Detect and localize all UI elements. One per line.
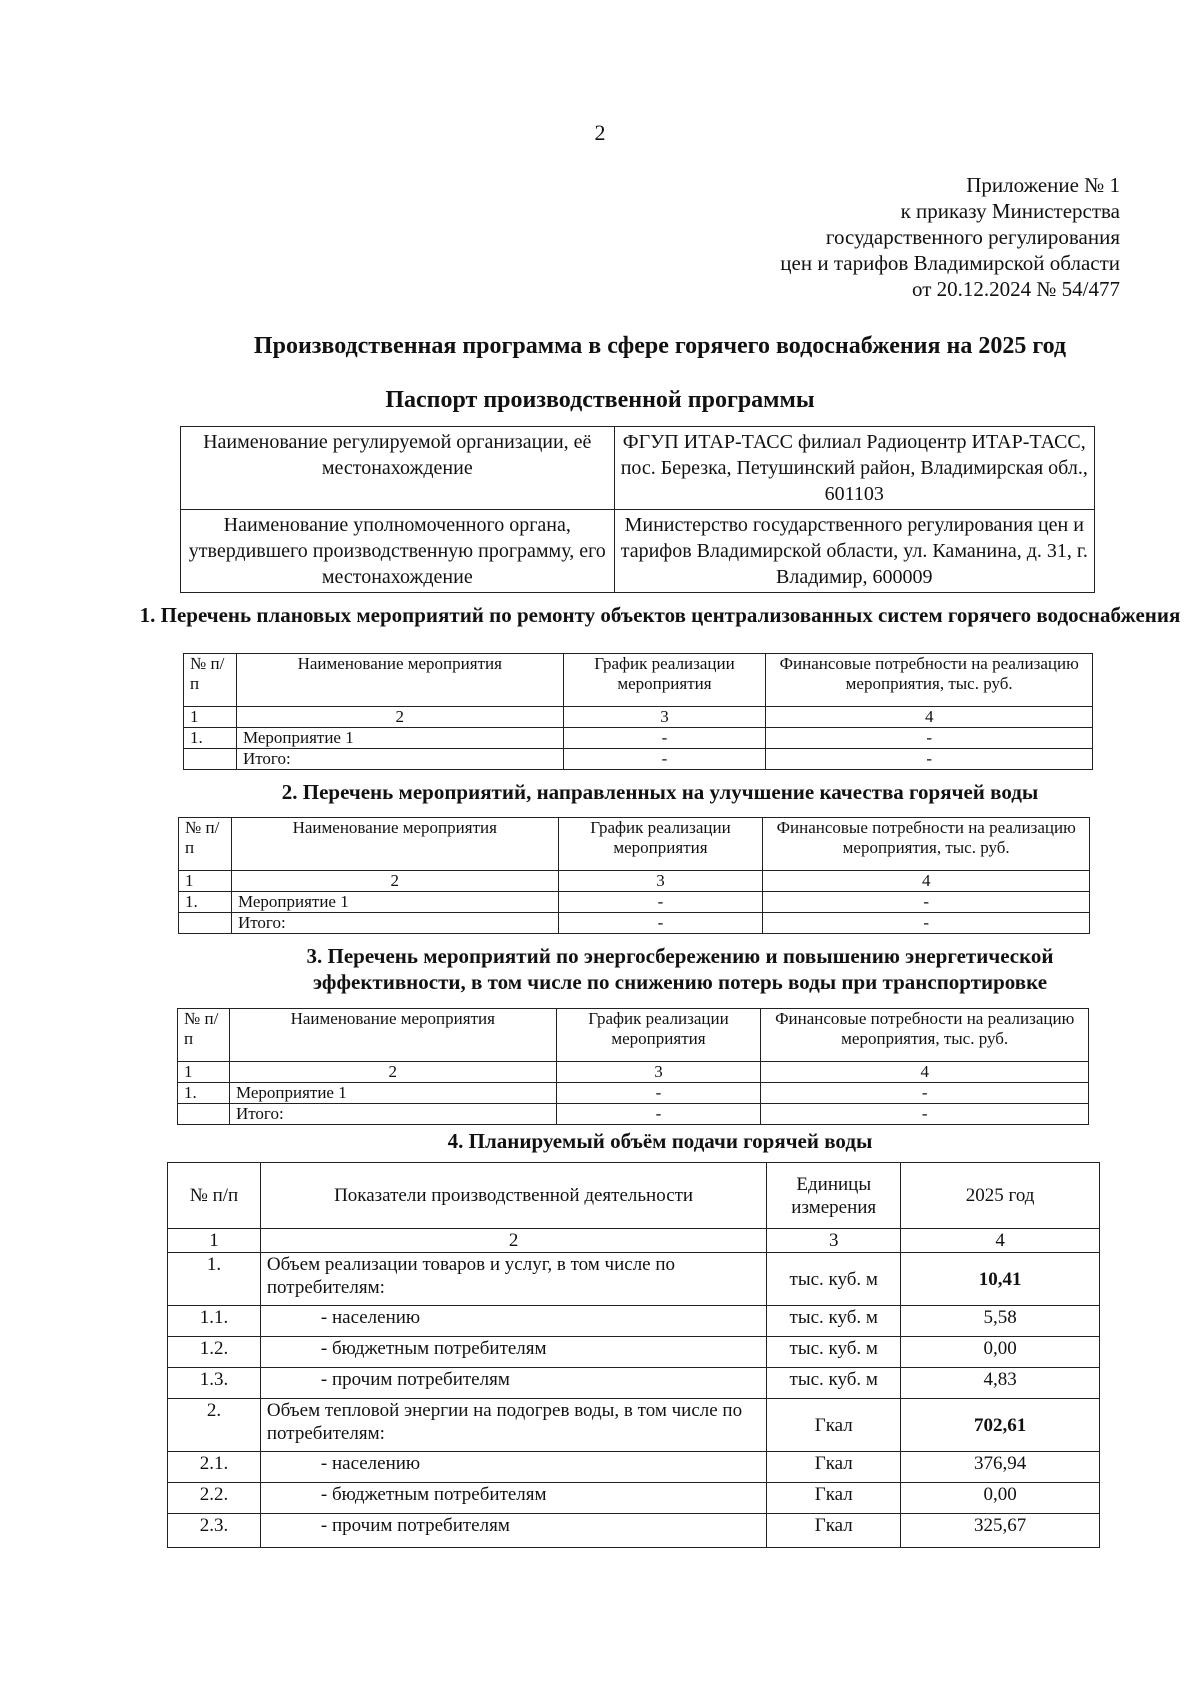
row-num: 1.1. bbox=[168, 1306, 261, 1337]
header-num: № п/п bbox=[178, 1009, 230, 1062]
row-num: 1.3. bbox=[168, 1368, 261, 1399]
row-finance: - bbox=[763, 892, 1090, 913]
table-row bbox=[184, 707, 1093, 728]
row-indicator: - прочим потребителям bbox=[260, 1514, 766, 1548]
header-name: Наименование мероприятия bbox=[229, 1009, 556, 1062]
row-finance: - bbox=[766, 728, 1093, 749]
row-num: 1.2. bbox=[168, 1337, 261, 1368]
row-num: 1. bbox=[168, 1253, 261, 1306]
header-finance: Финансовые потребности на реализацию мероприятия, тыс. руб. bbox=[766, 654, 1093, 707]
table-row bbox=[179, 892, 1090, 913]
row-num: 2. bbox=[168, 1399, 261, 1452]
total-finance: - bbox=[761, 1104, 1089, 1125]
section-2-title: 2. Перечень мероприятий, направленных на улучшение качества горячей воды bbox=[281, 780, 1039, 804]
table-row bbox=[181, 427, 1095, 510]
table-header-row bbox=[168, 1163, 1100, 1229]
col-number: 2 bbox=[229, 1062, 556, 1083]
passport-title: Паспорт производственной программы bbox=[385, 387, 815, 413]
document-title: Производственная программа в сфере горячего водоснабжения на 2025 год bbox=[253, 333, 1067, 359]
row-indicator: - бюджетным потребителям bbox=[260, 1337, 766, 1368]
header-name: Наименование мероприятия bbox=[236, 654, 563, 707]
header-schedule: График реализации мероприятия bbox=[556, 1009, 761, 1062]
table-row bbox=[181, 510, 1095, 593]
row-schedule: - bbox=[556, 1083, 761, 1104]
appendix-block bbox=[700, 172, 1120, 302]
table-row bbox=[184, 749, 1093, 770]
col-number: 1 bbox=[168, 1229, 261, 1253]
col-number: 1 bbox=[178, 1062, 230, 1083]
header-year: 2025 год bbox=[901, 1163, 1100, 1229]
table-header-row bbox=[179, 818, 1090, 871]
row-value: 702,61 bbox=[901, 1399, 1100, 1452]
total-schedule: - bbox=[556, 1104, 761, 1125]
row-indicator: - населению bbox=[260, 1306, 766, 1337]
col-number: 2 bbox=[236, 707, 563, 728]
section-1-table bbox=[183, 653, 1093, 770]
row-name: Мероприятие 1 bbox=[229, 1083, 556, 1104]
header-num: № п/п bbox=[179, 818, 232, 871]
row-value: 325,67 bbox=[901, 1514, 1100, 1548]
row-num: 2.1. bbox=[168, 1452, 261, 1483]
appendix-line: цен и тарифов Владимирской области bbox=[780, 251, 1120, 275]
col-number: 4 bbox=[901, 1229, 1100, 1253]
col-number: 2 bbox=[260, 1229, 766, 1253]
row-value: 5,58 bbox=[901, 1306, 1100, 1337]
header-unit: Единицы измерения bbox=[767, 1163, 901, 1229]
row-schedule: - bbox=[563, 728, 766, 749]
table-header-row bbox=[178, 1009, 1089, 1062]
section-4-title: 4. Планируемый объём подачи горячей воды bbox=[447, 1129, 873, 1153]
page-number: 2 bbox=[594, 120, 606, 145]
total-label: Итого: bbox=[231, 913, 558, 934]
col-number: 3 bbox=[563, 707, 766, 728]
col-number: 3 bbox=[556, 1062, 761, 1083]
row-unit: тыс. куб. м bbox=[767, 1337, 901, 1368]
section-3-title: 3. Перечень мероприятий по энергосбережению и повышению энергетической эффективности, в том числе по снижению потерь воды при транспортировке bbox=[306, 944, 1054, 994]
row-value: 376,94 bbox=[901, 1452, 1100, 1483]
section-2-table bbox=[178, 817, 1090, 934]
section-3-table bbox=[177, 1008, 1089, 1125]
row-name: Мероприятие 1 bbox=[231, 892, 558, 913]
total-label: Итого: bbox=[229, 1104, 556, 1125]
row-indicator: - населению bbox=[260, 1452, 766, 1483]
row-unit: Гкал bbox=[767, 1483, 901, 1514]
row-num: 2.2. bbox=[168, 1483, 261, 1514]
row-finance: - bbox=[761, 1083, 1089, 1104]
passport-label: Наименование уполномоченного органа, утвердившего производственную программу, его местонахождение bbox=[181, 510, 615, 593]
passport-value: Министерство государственного регулирования цен и тарифов Владимирской области, ул. Каманина, д. 31, г. Владимир, 600009 bbox=[614, 510, 1094, 593]
passport-value: ФГУП ИТАР-ТАСС филиал Радиоцентр ИТАР-ТАСС, пос. Березка, Петушинский район, Владимирская обл., 601103 bbox=[614, 427, 1094, 510]
row-indicator: Объем реализации товаров и услуг, в том числе по потребителям: bbox=[260, 1253, 766, 1306]
row-unit: тыс. куб. м bbox=[767, 1306, 901, 1337]
header-indicator: Показатели производственной деятельности bbox=[260, 1163, 766, 1229]
row-unit: Гкал bbox=[767, 1514, 901, 1548]
table-row bbox=[168, 1337, 1100, 1368]
row-unit: Гкал bbox=[767, 1452, 901, 1483]
header-num: № п/п bbox=[168, 1163, 261, 1229]
row-unit: тыс. куб. м bbox=[767, 1253, 901, 1306]
row-name: Мероприятие 1 bbox=[236, 728, 563, 749]
col-number: 3 bbox=[767, 1229, 901, 1253]
row-num: 1. bbox=[179, 892, 232, 913]
volume-table bbox=[167, 1162, 1100, 1548]
table-header-row bbox=[184, 654, 1093, 707]
table-row bbox=[179, 913, 1090, 934]
table-row bbox=[178, 1104, 1089, 1125]
row-indicator: - бюджетным потребителям bbox=[260, 1483, 766, 1514]
appendix-line: к приказу Министерства bbox=[900, 199, 1120, 223]
appendix-line: Приложение № 1 bbox=[966, 173, 1120, 197]
row-unit: тыс. куб. м bbox=[767, 1368, 901, 1399]
appendix-line: государственного регулирования bbox=[825, 225, 1120, 249]
col-number: 4 bbox=[766, 707, 1093, 728]
header-finance: Финансовые потребности на реализацию мероприятия, тыс. руб. bbox=[761, 1009, 1089, 1062]
total-schedule: - bbox=[563, 749, 766, 770]
table-row bbox=[168, 1253, 1100, 1306]
col-number: 2 bbox=[231, 871, 558, 892]
row-value: 0,00 bbox=[901, 1483, 1100, 1514]
table-row bbox=[178, 1062, 1089, 1083]
passport-label: Наименование регулируемой организации, её местонахождение bbox=[181, 427, 615, 510]
row-value: 4,83 bbox=[901, 1368, 1100, 1399]
row-indicator: Объем тепловой энергии на подогрев воды, в том числе по потребителям: bbox=[260, 1399, 766, 1452]
header-num: № п/п bbox=[184, 654, 237, 707]
col-number: 1 bbox=[179, 871, 232, 892]
table-row bbox=[168, 1483, 1100, 1514]
table-row bbox=[168, 1306, 1100, 1337]
row-num: 2.3. bbox=[168, 1514, 261, 1548]
col-number: 4 bbox=[763, 871, 1090, 892]
header-name: Наименование мероприятия bbox=[231, 818, 558, 871]
table-row bbox=[168, 1229, 1100, 1253]
table-row bbox=[168, 1399, 1100, 1452]
header-schedule: График реализации мероприятия bbox=[563, 654, 766, 707]
col-number: 3 bbox=[558, 871, 763, 892]
row-value: 10,41 bbox=[901, 1253, 1100, 1306]
row-value: 0,00 bbox=[901, 1337, 1100, 1368]
total-label: Итого: bbox=[236, 749, 563, 770]
row-unit: Гкал bbox=[767, 1399, 901, 1452]
total-schedule: - bbox=[558, 913, 763, 934]
table-row bbox=[168, 1368, 1100, 1399]
col-number: 4 bbox=[761, 1062, 1089, 1083]
table-row bbox=[178, 1083, 1089, 1104]
appendix-line: от 20.12.2024 № 54/477 bbox=[911, 277, 1120, 301]
row-num: 1. bbox=[178, 1083, 230, 1104]
header-finance: Финансовые потребности на реализацию мероприятия, тыс. руб. bbox=[763, 818, 1090, 871]
table-row bbox=[168, 1514, 1100, 1548]
table-row bbox=[168, 1452, 1100, 1483]
total-finance: - bbox=[763, 913, 1090, 934]
total-finance: - bbox=[766, 749, 1093, 770]
row-schedule: - bbox=[558, 892, 763, 913]
section-1-title: 1. Перечень плановых мероприятий по ремонту объектов централизованных систем горячего водоснабжения bbox=[139, 603, 1181, 627]
passport-table bbox=[180, 426, 1095, 593]
row-num: 1. bbox=[184, 728, 237, 749]
row-indicator: - прочим потребителям bbox=[260, 1368, 766, 1399]
col-number: 1 bbox=[184, 707, 237, 728]
header-schedule: График реализации мероприятия bbox=[558, 818, 763, 871]
table-row bbox=[179, 871, 1090, 892]
table-row bbox=[184, 728, 1093, 749]
